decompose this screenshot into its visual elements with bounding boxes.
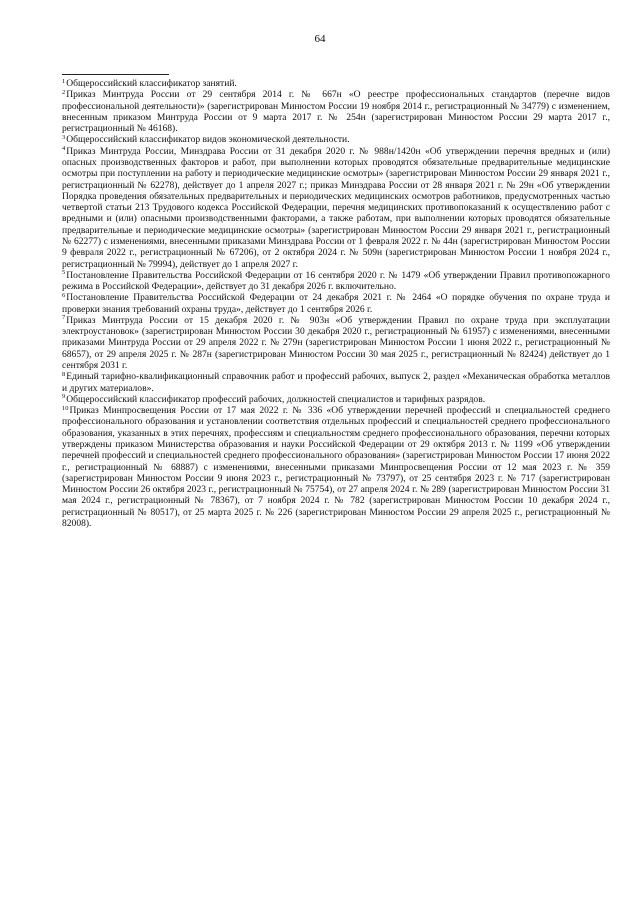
page-number: 64 bbox=[314, 33, 326, 45]
footnote-number: 4 bbox=[62, 145, 66, 153]
footnote-number: 1 bbox=[62, 77, 66, 85]
footnote-separator bbox=[62, 74, 169, 75]
footnote-text: Приказ Минтруда России от 15 декабря 2020 г. № 903н «Об утверждении Правил по охране труда при эксплуатации электроустановок» (зарегистрирован Минюстом России 30 декабря 2020 г., регистрационный № 61957) с изменениями, внесенными приказами Минтруда России от 29 апреля 2022 г. № 279н (зарегистрирован Минюстом России 1 июня 2022 г., регистрационный № 68657), от 29 апреля 2025 г. № 287н (зарегистрирован Минюстом России 30 мая 2025 г., регистрационный № 82424) действует до 1 сентября 2031 г. bbox=[62, 314, 610, 372]
footnote-6 bbox=[62, 292, 610, 315]
footnote-text: Единый тарифно-квалификационный справочник работ и профессий рабочих, выпуск 2, раздел «Механическая обработка металлов и других материалов». bbox=[62, 371, 610, 394]
footnote-number: 7 bbox=[62, 314, 66, 322]
footnote-text: Постановление Правительства Российской Федерации от 16 сентября 2020 г. № 1479 «Об утверждении Правил противопожарного режима в Российской Федерации», действует до 31 декабря 2026 г. включительно. bbox=[62, 269, 610, 293]
footnote-text: Общероссийский классификатор видов экономической деятельности. bbox=[66, 134, 350, 146]
footnote-number: 8 bbox=[62, 370, 66, 378]
footnote-number: 9 bbox=[62, 393, 66, 401]
footnote-10 bbox=[62, 405, 610, 529]
footnote-1 bbox=[62, 78, 610, 89]
footnote-number: 10 bbox=[62, 404, 69, 412]
footnote-3 bbox=[62, 134, 610, 145]
footnote-text: Общероссийский классификатор занятий. bbox=[66, 78, 237, 89]
footnote-9 bbox=[62, 394, 610, 405]
footnote-text: Приказ Минтруда России от 29 сентября 2014 г. № 667н «О реестре профессиональных стандартов (перечне видов профессиональной деятельности)» (зарегистрирован Минюстом России 19 ноября 2014 г., регистрационный № 34779) с изменением, внесенным приказом Минтруда России от 9 марта 2017 г. № 254н (зарегистрирован Минюстом России 29 марта 2017 г., регистрационный № 46168). bbox=[62, 89, 610, 135]
footnote-text: Приказ Минтруда России, Минздрава России от 31 декабря 2020 г. № 988н/1420н «Об утверждении перечня вредных и (или) опасных производственных факторов и работ, при выполнении которых проводятся обязательные предварительные медицинские осмотры при поступлении на работу и периодические медицинские осмотры» (зарегистрирован Минюстом России 29 января 2021 г., регистрационный № 62278), действует до 1 апреля 2027 г.; приказ Минздрава России от 28 января 2021 г. № 29н «Об утверждении Порядка проведения обязательных предварительных и периодических медицинских осмотров работников, предусмотренных частью четвертой статьи 213 Трудового кодекса Российской Федерации, перечня медицинских противопоказаний к осуществлению работ с вредными и (или) опасными производственными факторами, а также работам, при выполнении которых проводятся обязательные предварительные и периодические медицинские осмотры» (зарегистрирован Минюстом России 29 января 2021 г., регистрационный № 62277) с изменениями, внесенными приказами Минздрава России от 1 февраля 2022 г. № 44н (зарегистрирован Минюстом России 9 февраля 2022 г., регистрационный № 67206), от 2 октября 2024 г. № 509н (зарегистрирован Минюстом России 1 ноября 2024 г., регистрационный № 79994), действует до 1 апреля 2027 г. bbox=[62, 145, 610, 270]
footnote-number: 3 bbox=[62, 133, 66, 141]
footnote-number: 5 bbox=[62, 269, 66, 277]
footnote-number: 6 bbox=[62, 291, 66, 299]
footnote-number: 2 bbox=[62, 88, 66, 96]
footnote-8 bbox=[62, 371, 610, 394]
footnote-text: Постановление Правительства Российской Федерации от 24 декабря 2021 г. № 2464 «О порядке обучения по охране труда и проверки знания требований охраны труда», действует до 1 сентября 2026 г. bbox=[62, 292, 610, 315]
footnote-7 bbox=[62, 315, 610, 371]
footnote-text: Общероссийский классификатор профессий рабочих, должностей специалистов и тарифных разрядов. bbox=[66, 393, 486, 405]
footnote-2 bbox=[62, 89, 610, 134]
footnotes-section bbox=[62, 78, 610, 529]
footnote-5 bbox=[62, 270, 610, 293]
footnote-text: Приказ Минпросвещения России от 17 мая 2022 г. № 336 «Об утверждении перечней профессий и специальностей среднего профессионального образования и установлении соответствия отдельных профессий и специальностей среднего профессионального образования, указанных в этих перечнях, профессиям и специальностям среднего профессионального образования, перечни которых утверждены приказом Министерства образования и науки Российской Федерации от 29 октября 2013 г. № 1199 «Об утверждении перечней профессий и специальностей среднего профессионального образования» (зарегистрирован Минюстом России 17 июня 2022 г., регистрационный № 68887) с изменениями, внесенными приказами Минпросвещения России от 12 мая 2023 г. № 359 (зарегистрирован Минюстом России 9 июня 2023 г., регистрационный № 73797), от 25 сентября 2023 г. № 717 (зарегистрирован Минюстом России 26 октября 2023 г., регистрационный № 75754), от 27 апреля 2024 г. № 289 (зарегистрирован Минюстом России 31 мая 2024 г., регистрационный № 78367), от 7 ноября 2024 г. № 782 (зарегистрирован Минюстом России 10 декабря 2024 г., регистрационный № 80517), от 25 марта 2025 г. № 226 (зарегистрирован Минюстом России 29 апреля 2025 г., регистрационный № 82008). bbox=[62, 405, 610, 529]
footnote-4 bbox=[62, 146, 610, 270]
